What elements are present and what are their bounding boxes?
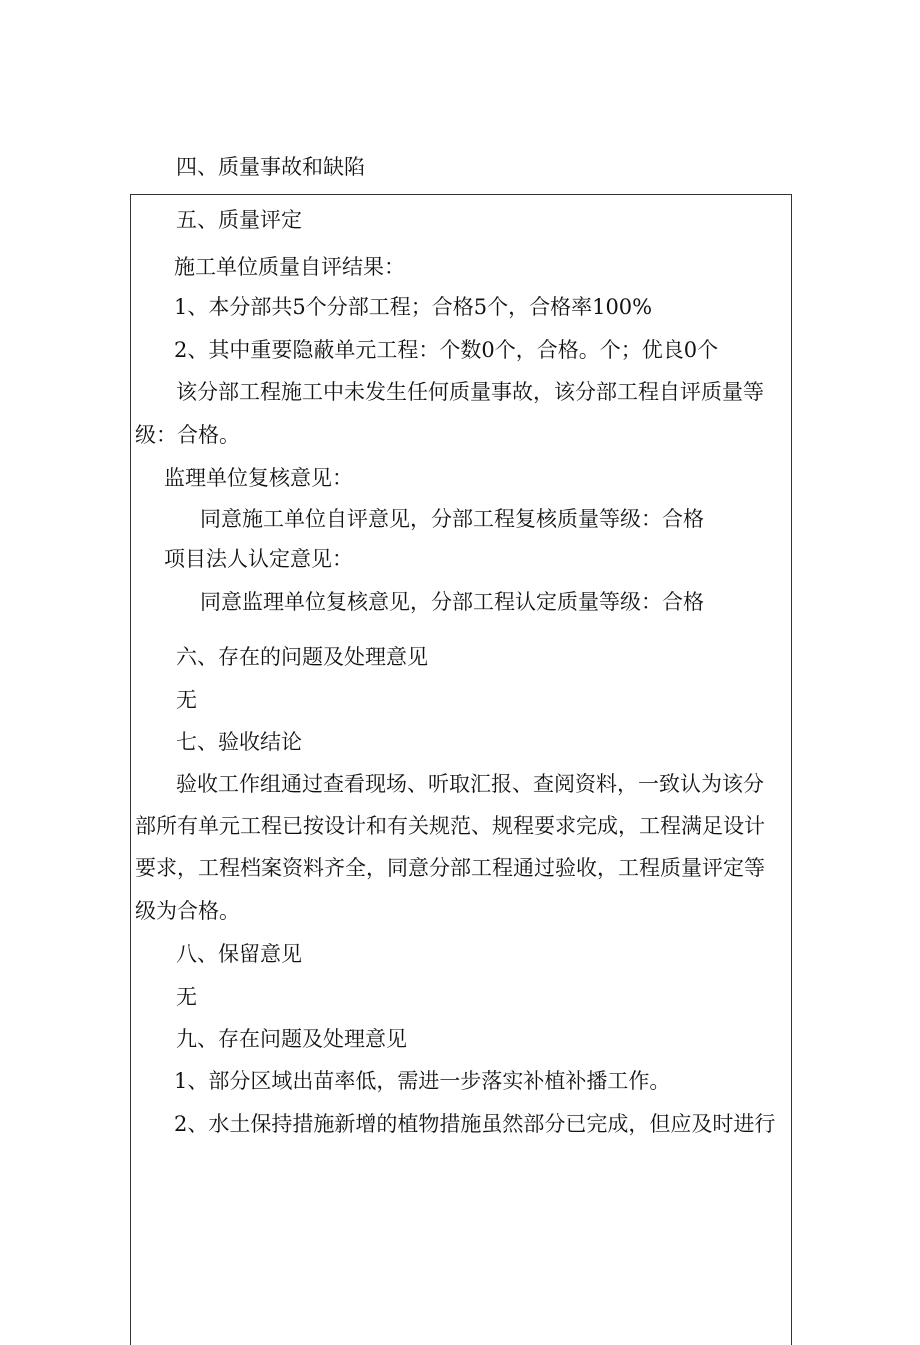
section-8-heading: 八、保留意见 — [176, 942, 302, 966]
section-9-heading: 九、存在问题及处理意见 — [176, 1027, 407, 1051]
owner-label: 项目法人认定意见： — [164, 547, 353, 571]
section-9-item-2: 2、水土保持措施新增的植物措施虽然部分已完成，但应及时进行 — [174, 1112, 776, 1136]
section-7-line-4: 级为合格。 — [135, 899, 240, 923]
section-8-content: 无 — [176, 985, 197, 1009]
supervisor-label: 监理单位复核意见： — [164, 466, 353, 490]
self-eval-item-2: 2、其中重要隐蔽单元工程：个数0个，合格。个；优良0个 — [174, 338, 719, 362]
self-eval-label: 施工单位质量自评结果： — [174, 255, 405, 279]
self-eval-item-1: 1、本分部共5个分部工程；合格5个，合格率100% — [174, 295, 653, 319]
section-6-heading: 六、存在的问题及处理意见 — [176, 645, 428, 669]
section-9-item-1: 1、部分区域出苗率低，需进一步落实补植补播工作。 — [174, 1069, 671, 1093]
section-7-line-3: 要求，工程档案资料齐全，同意分部工程通过验收，工程质量评定等 — [135, 856, 765, 880]
section-6-content: 无 — [176, 688, 197, 712]
section-5-heading: 五、质量评定 — [176, 208, 302, 232]
owner-opinion: 同意监理单位复核意见，分部工程认定质量等级：合格 — [200, 590, 704, 614]
supervisor-opinion: 同意施工单位自评意见，分部工程复核质量等级：合格 — [200, 507, 704, 531]
section-7-heading: 七、验收结论 — [176, 730, 302, 754]
section-4-heading: 四、质量事故和缺陷 — [176, 155, 365, 179]
section-7-line-1: 验收工作组通过查看现场、听取汇报、查阅资料，一致认为该分 — [176, 772, 764, 796]
self-eval-conclusion-line-2: 级：合格。 — [135, 423, 240, 447]
self-eval-conclusion-line-1: 该分部工程施工中未发生任何质量事故，该分部工程自评质量等 — [176, 380, 764, 404]
section-7-line-2: 部所有单元工程已按设计和有关规范、规程要求完成，工程满足设计 — [135, 814, 765, 838]
